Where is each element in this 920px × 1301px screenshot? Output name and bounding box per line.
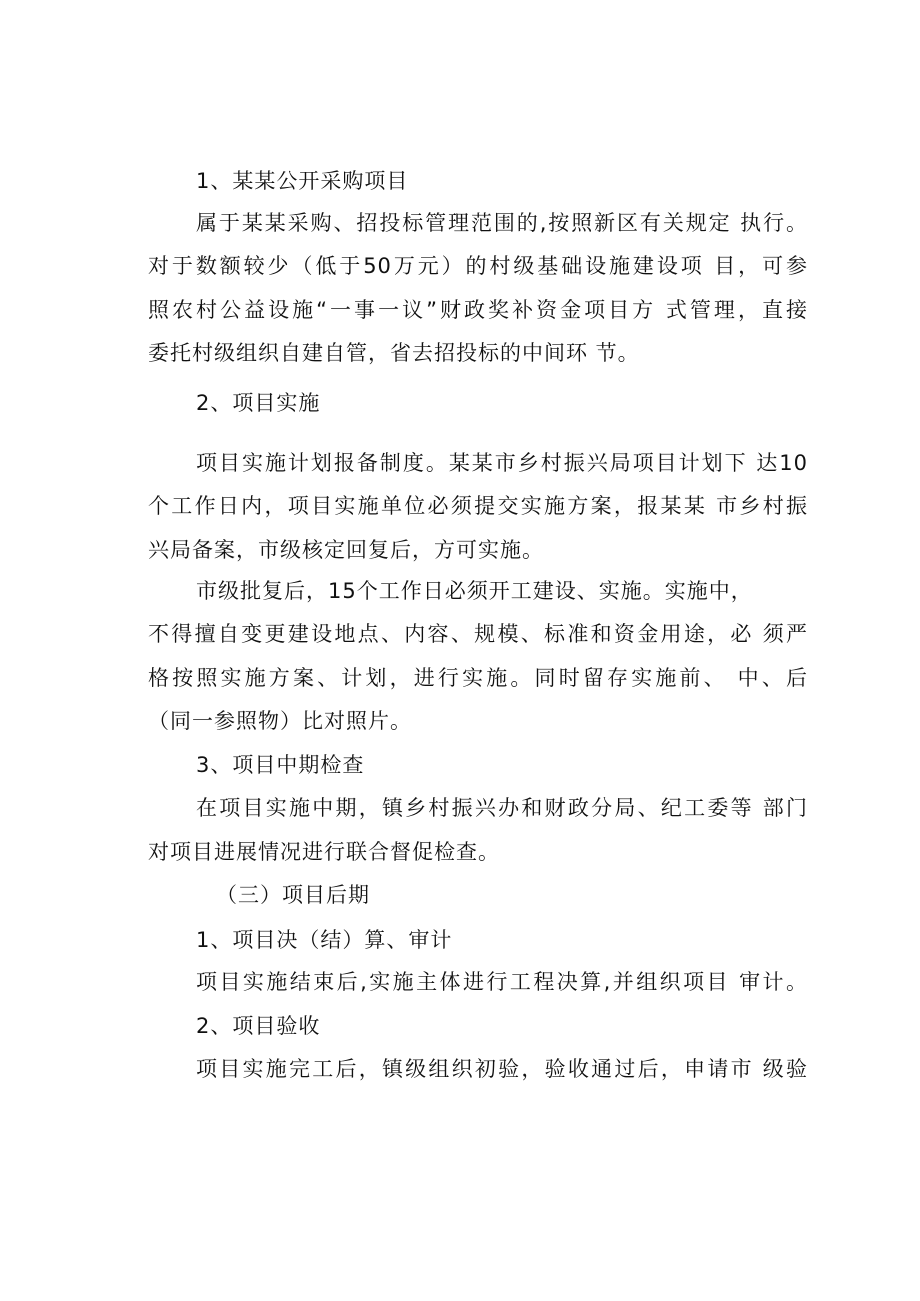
paragraph-line: 个工作日内，项目实施单位必须提交实施方案，报某某 市乡村振	[148, 494, 808, 518]
paragraph-line: 不得擅自变更建设地点、内容、规模、标准和资金用途，必 须严	[148, 622, 808, 646]
paragraph-line: 格按照实施方案、计划，进行实施。同时留存实施前、 中、后	[148, 666, 808, 690]
paragraph-line: 项目实施结束后,实施主体进行工程决算,并组织项目 审计。	[196, 970, 808, 994]
heading-settlement-audit: 1、项目决（结）算、审计	[196, 928, 453, 952]
paragraph-line: 照农村公益设施“一事一议”财政奖补资金项目方 式管理，直接	[148, 298, 808, 322]
paragraph-line: 对于数额较少（低于50万元）的村级基础设施建设项 目，可参	[148, 254, 808, 278]
heading-project-implementation: 2、项目实施	[196, 391, 321, 415]
paragraph-line: 兴局备案，市级核定回复后，方可实施。	[148, 538, 544, 562]
paragraph-line: 项目实施完工后，镇级组织初验，验收通过后，申请市 级验	[196, 1057, 808, 1081]
heading-project-late-stage: （三）项目后期	[216, 883, 370, 907]
paragraph-line: 市级批复后，15个工作日必须开工建设、实施。实施中，	[196, 579, 753, 603]
heading-midterm-inspection: 3、项目中期检查	[196, 753, 365, 777]
paragraph-line: （同一参照物）比对照片。	[148, 709, 412, 733]
heading-public-procurement: 1、某某公开采购项目	[196, 169, 409, 193]
paragraph-line: 属于某某采购、招投标管理范围的,按照新区有关规定 执行。	[196, 211, 808, 235]
paragraph-line: 委托村级组织自建自管，省去招投标的中间环 节。	[148, 341, 640, 365]
heading-project-acceptance: 2、项目验收	[196, 1014, 321, 1038]
paragraph-line: 项目实施计划报备制度。某某市乡村振兴局项目计划下 达10	[196, 451, 808, 475]
paragraph-line: 在项目实施中期，镇乡村振兴办和财政分局、纪工委等 部门	[196, 796, 808, 820]
paragraph-line: 对项目进展情况进行联合督促检查。	[148, 840, 500, 864]
